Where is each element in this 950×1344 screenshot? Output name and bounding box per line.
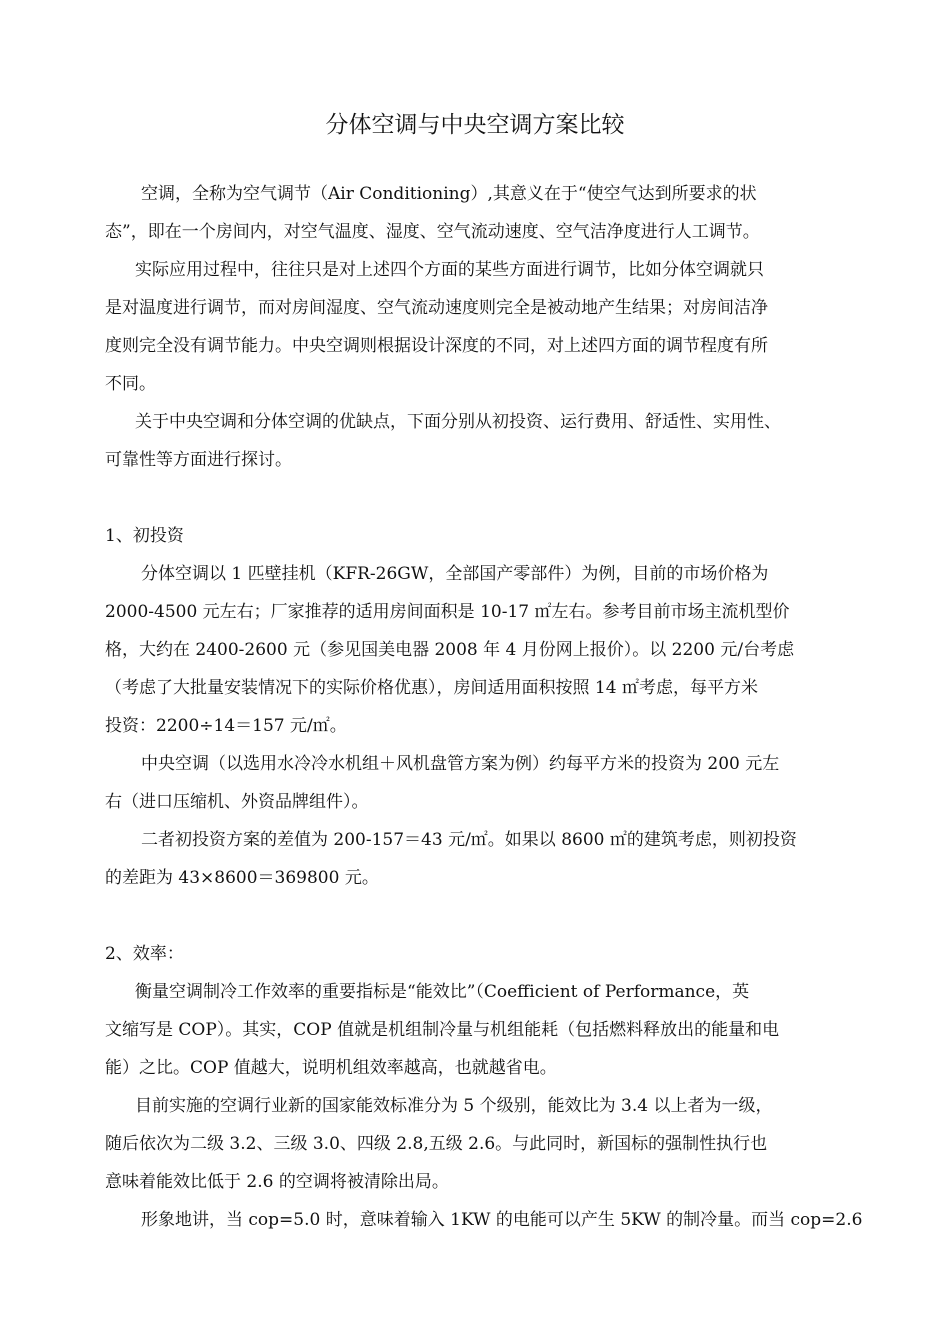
paragraph-line: 可靠性等方面进行探讨。 — [105, 450, 292, 470]
paragraph-line: 是对温度进行调节，而对房间湿度、空气流动速度则完全是被动地产生结果；对房间洁净 — [105, 298, 768, 318]
paragraph-line: 分体空调以 1 匹壁挂机（KFR-26GW，全部国产零部件）为例，目前的市场价格为 — [141, 564, 769, 584]
paragraph-line: 态”，即在一个房间内，对空气温度、湿度、空气流动速度、空气洁净度进行人工调节。 — [105, 222, 760, 242]
paragraph-line: 目前实施的空调行业新的国家能效标准分为 5 个级别，能效比为 3.4 以上者为一级， — [135, 1096, 773, 1116]
paragraph-line: 格，大约在 2400-2600 元（参见国美电器 2008 年 4 月份网上报价）。以 2200 元/台考虑 — [105, 640, 795, 660]
paragraph-line: 随后依次为二级 3.2、三级 3.0、四级 2.8,五级 2.6。与此同时，新国标的强制性执行也 — [105, 1134, 768, 1154]
section-heading-efficiency: 2、效率： — [105, 944, 184, 964]
paragraph-line: 意味着能效比低于 2.6 的空调将被清除出局。 — [105, 1172, 449, 1192]
paragraph-line: 空调，全称为空气调节（Air Conditioning）,其意义在于“使空气达到所要求的状 — [141, 184, 757, 204]
paragraph-line: 衡量空调制冷工作效率的重要指标是“能效比”（Coefficient of Performance，英 — [135, 982, 750, 1002]
paragraph-line: 中央空调（以选用水冷冷水机组＋风机盘管方案为例）约每平方米的投资为 200 元左 — [141, 754, 780, 774]
paragraph-line: 能）之比。COP 值越大，说明机组效率越高，也就越省电。 — [105, 1058, 557, 1078]
paragraph-line: 关于中央空调和分体空调的优缺点，下面分别从初投资、运行费用、舒适性、实用性、 — [135, 412, 781, 432]
paragraph-line: 不同。 — [105, 374, 156, 394]
paragraph-line: 右（进口压缩机、外资品牌组件）。 — [105, 792, 369, 812]
paragraph-line: （考虑了大批量安装情况下的实际价格优惠），房间适用面积按照 14 ㎡考虑，每平方米 — [105, 678, 758, 698]
paragraph-line: 形象地讲，当 cop=5.0 时，意味着输入 1KW 的电能可以产生 5KW 的制冷量。而当 cop=2.6 — [141, 1210, 863, 1230]
paragraph-line: 度则完全没有调节能力。中央空调则根据设计深度的不同，对上述四方面的调节程度有所 — [105, 336, 768, 356]
paragraph-line: 投资：2200÷14＝157 元/㎡。 — [105, 716, 347, 736]
paragraph-line: 二者初投资方案的差值为 200-157＝43 元/㎡。如果以 8600 ㎡的建筑考虑，则初投资 — [141, 830, 797, 850]
section-heading-initial-investment: 1、初投资 — [105, 526, 184, 546]
paragraph-line: 2000-4500 元左右；厂家推荐的适用房间面积是 10-17 ㎡左右。参考目前市场主流机型价 — [105, 602, 790, 622]
paragraph-line: 实际应用过程中，往往只是对上述四个方面的某些方面进行调节，比如分体空调就只 — [135, 260, 764, 280]
paragraph-line: 的差距为 43×8600＝369800 元。 — [105, 868, 379, 888]
document-title: 分体空调与中央空调方案比较 — [325, 112, 625, 138]
paragraph-line: 文缩写是 COP）。其实，COP 值就是机组制冷量与机组能耗（包括燃料释放出的能量和电 — [105, 1020, 780, 1040]
